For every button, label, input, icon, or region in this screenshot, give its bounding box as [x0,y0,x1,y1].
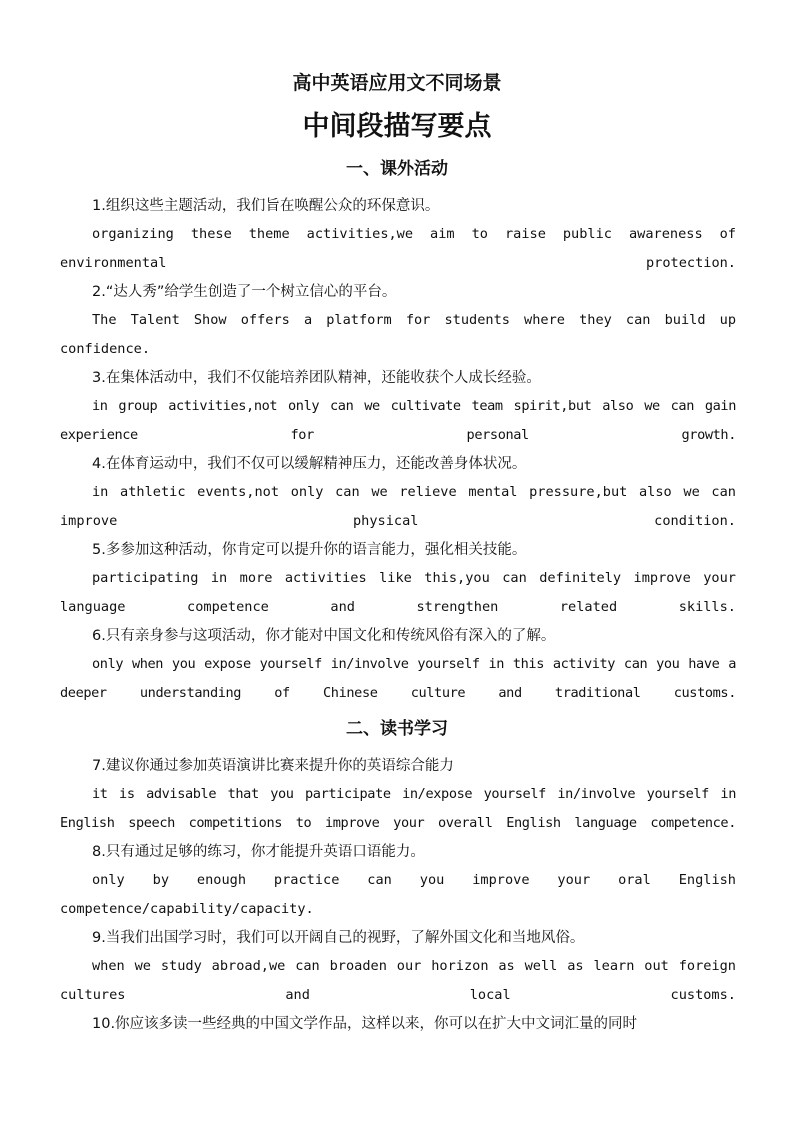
item-3-chinese: 3.在集体活动中，我们不仅能培养团队精神，还能收获个人成长经验。 [92,370,541,386]
title-line-1: 高中英语应用文不同场景 [292,72,502,94]
item-2-chinese: 2.“达人秀”给学生创造了一个树立信心的平台。 [92,284,397,300]
section-heading-extracurricular: 一、课外活动 [346,159,448,179]
section-heading-reading-study: 二、读书学习 [346,719,448,739]
item-1-chinese: 1.组织这些主题活动，我们旨在唤醒公众的环保意识。 [92,198,440,214]
item-10-chinese: 10.你应该多读一些经典的中国文学作品，这样以来，你可以在扩大中文词汇量的同时 [92,1016,638,1032]
item-6-english: only when you expose yourself in/involve yourself in this activity can you have a deeper understanding of Chinese culture and traditional customs. [60,656,736,701]
title-line-2: 中间段描写要点 [302,111,492,142]
item-9-chinese: 9.当我们出国学习时，我们可以开阔自己的视野，了解外国文化和当地风俗。 [92,930,585,946]
item-2-english: The Talent Show offers a platform for students where they can build up confidence. [60,312,736,357]
item-5-english: participating in more activities like this,you can definitely improve your language competence and strengthen related skills. [60,570,736,615]
item-1-english: organizing these theme activities,we aim to raise public awareness of environmental protection. [60,226,736,271]
item-8-english: only by enough practice can you improve your oral English competence/capability/capacity. [60,872,736,917]
item-7-chinese: 7.建议你通过参加英语演讲比赛来提升你的英语综合能力 [92,758,454,774]
item-7-english: it is advisable that you participate in/expose yourself in/involve yourself in English speech competitions to improve your overall English language competence. [60,786,736,831]
item-3-english: in group activities,not only can we cultivate team spirit,but also we can gain experience for personal growth. [60,398,736,443]
item-9-english: when we study abroad,we can broaden our horizon as well as learn out foreign cultures and local customs. [60,958,736,1003]
item-4-chinese: 4.在体育运动中，我们不仅可以缓解精神压力，还能改善身体状况。 [92,456,527,472]
item-4-english: in athletic events,not only can we relieve mental pressure,but also we can improve physical condition. [60,484,736,529]
item-6-chinese: 6.只有亲身参与这项活动，你才能对中国文化和传统风俗有深入的了解。 [92,628,556,644]
item-8-chinese: 8.只有通过足够的练习，你才能提升英语口语能力。 [92,844,425,860]
item-5-chinese: 5.多参加这种活动，你肯定可以提升你的语言能力，强化相关技能。 [92,542,527,558]
